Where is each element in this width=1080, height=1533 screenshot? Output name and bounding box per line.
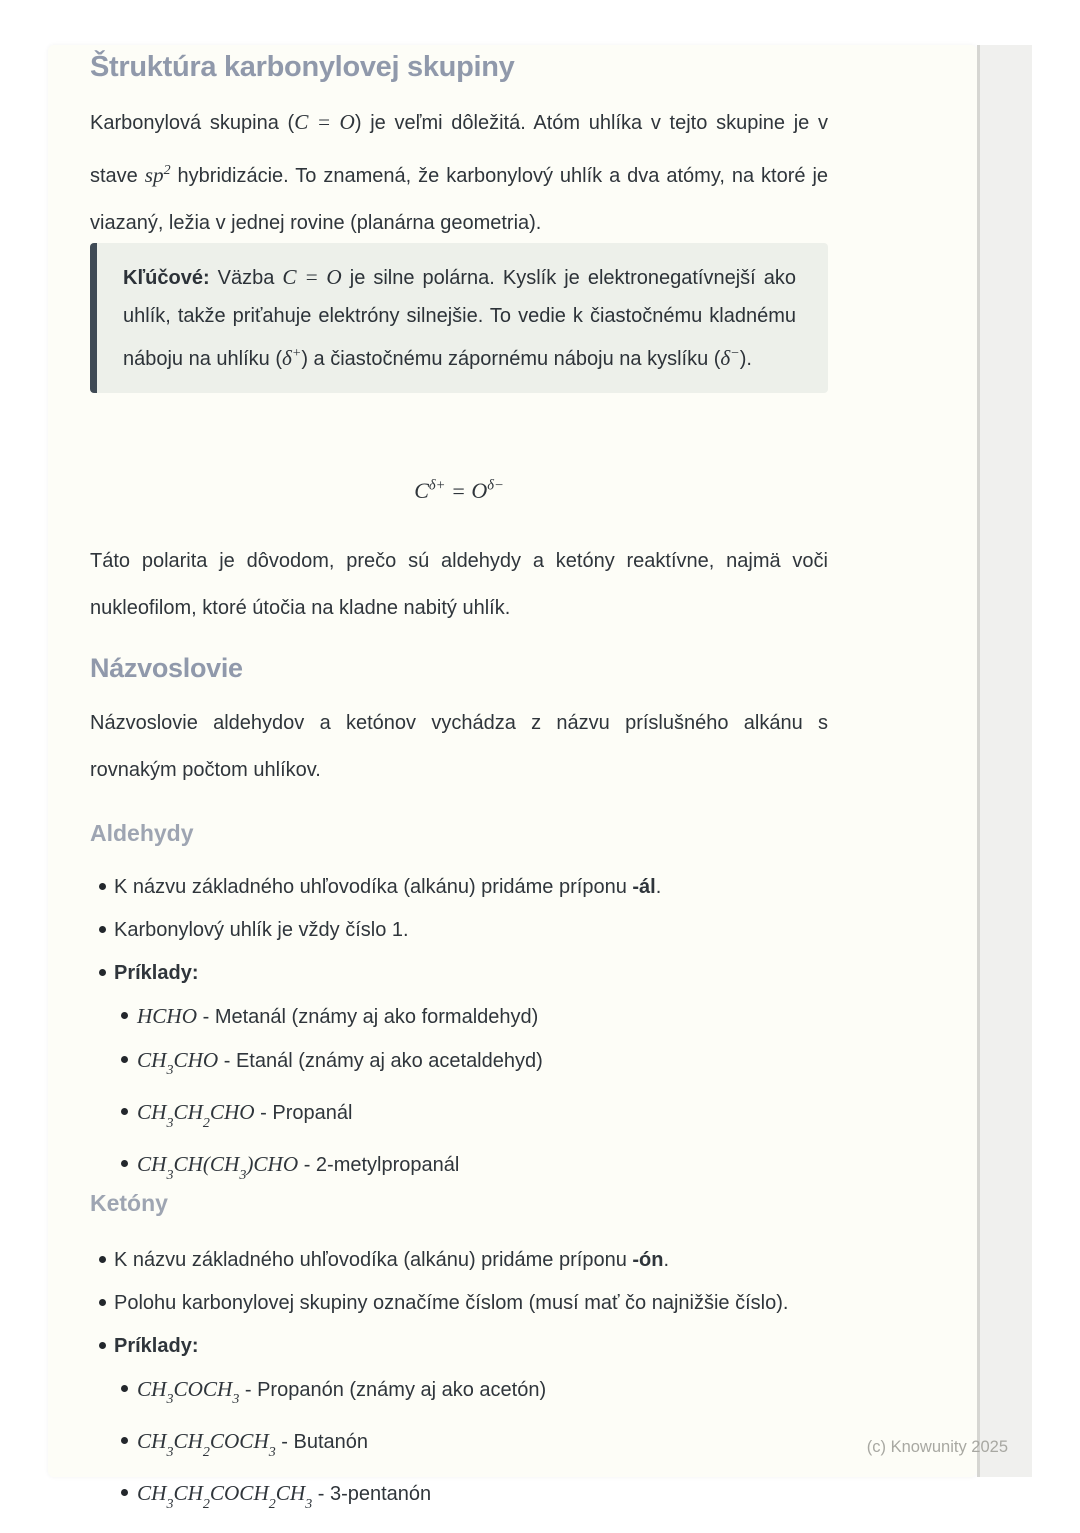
next-page-preview[interactable] (977, 45, 1032, 1477)
aldehydy-list (90, 874, 828, 1204)
list-item: Karbonylový uhlík je vždy číslo 1. (90, 917, 828, 943)
list-item: $CH_3CHO$ - Etanál (známy aj ako acetaldehyd) (90, 1047, 828, 1082)
list-item: HCHO - Metanál (známy aj ako formaldehyd) (90, 1003, 828, 1030)
nazvoslovie-paragraph: Názvoslovie aldehydov a ketónov vychádza z názvu príslušného alkánu s rovnakým počtom uhlíkov. (90, 712, 828, 781)
list-item: K názvu základného uhľovodíka (alkánu) pridáme príponu -ál. (90, 874, 828, 900)
document-content (90, 45, 829, 1512)
list-item: $CH_3CH_2COCH_3$ - Butanón (90, 1428, 828, 1463)
list-item: Príklady: (90, 1333, 828, 1359)
subheading-aldehydy: Aldehydy (90, 820, 194, 846)
ketony-list (90, 1247, 828, 1533)
list-item: $CH_3CH_2COCH_2CH_3$ - 3-pentanón (90, 1480, 828, 1515)
subheading-ketony: Ketóny (90, 1190, 168, 1216)
list-item: K názvu základného uhľovodíka (alkánu) pridáme príponu -ón. (90, 1247, 828, 1273)
list-item: $CH_3CH_2CHO$ - Propanál (90, 1099, 828, 1134)
document-page (48, 45, 977, 1512)
page-title: Štruktúra karbonylovej skupiny (90, 51, 515, 83)
polarity-paragraph: Táto polarita je dôvodom, prečo sú aldehydy a ketóny reaktívne, najmä voči nukleofilom, ktoré útočia na kladne nabitý uhlík. (90, 550, 828, 619)
watermark: (c) Knowunity 2025 (866, 1438, 1008, 1456)
section-heading-nazvoslovie: Názvoslovie (90, 653, 243, 683)
list-item: Polohu karbonylovej skupiny označíme číslom (musí mať čo najnižšie číslo). (90, 1290, 828, 1316)
list-item: Príklady: (90, 960, 828, 986)
key-callout-text: Kľúčové: Väzba C = O je silne polárna. Kyslík je elektronegatívnejší ako uhlík, takže priťahuje elektróny silnejšie. To vedie k čiastočnému kladnému náboju na uhlíku (δ+) a čiastočnému zápornému náboju na kyslíku (δ−). (123, 265, 797, 371)
list-item: $CH_3COCH_3$ - Propanón (známy aj ako acetón) (90, 1376, 828, 1411)
key-callout-box (90, 243, 828, 393)
polarity-formula: $C^{\delta+} = O^{\delta-}$ (414, 478, 504, 504)
list-item: $CH_3CH(CH_3)CHO$ - 2-metylpropanál (90, 1151, 828, 1186)
intro-paragraph: Karbonylová skupina (C = O) je veľmi dôležitá. Atóm uhlíka v tejto skupine je v stave $sp^2$ hybridizácie. To znamená, že karbonylový uhlík a dva atómy, na ktoré je viazaný, ležia v jednej rovine (planárna geometria). (90, 110, 829, 235)
